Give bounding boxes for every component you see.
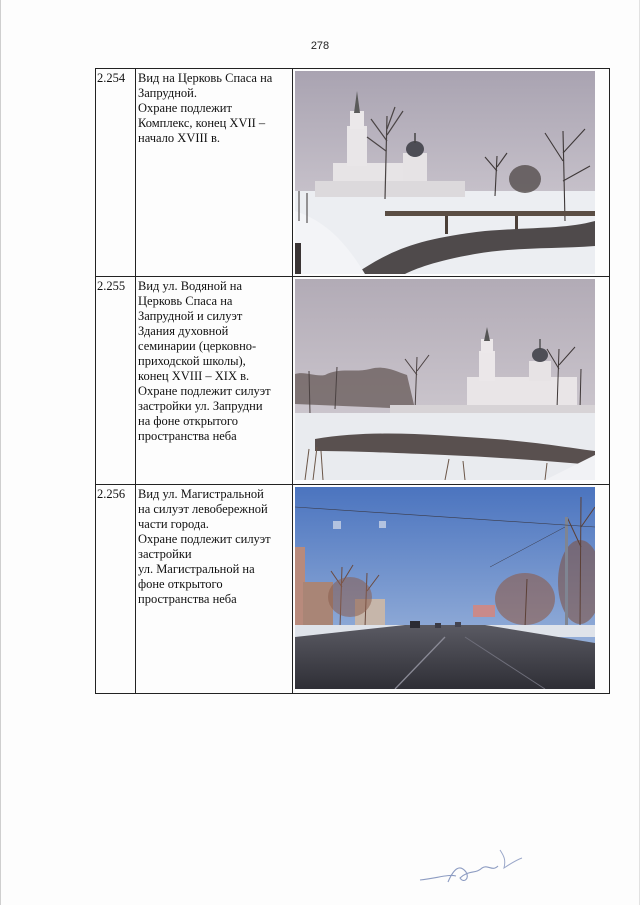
row-description [136,69,293,277]
photo-church-wide-view [295,279,595,482]
description-line: застройки [138,547,192,561]
row-id: 2.255 [96,277,136,485]
description-line: Запрудной и силуэт [138,309,243,323]
description-line: Запрудной. [138,86,197,100]
description-line: Здания духовной [138,324,229,338]
description-line: ул. Магистральной на [138,562,255,576]
description-line: на силуэт левобережной [138,502,268,516]
description-line: Охране подлежит силуэт [138,384,271,398]
signature [418,838,528,893]
description-line: застройки ул. Запрудни [138,399,263,413]
table-row [96,277,610,485]
description-line: конец XVIII – XIX в. [138,369,250,383]
description-line: начало XVIII в. [138,131,220,145]
row-photo-cell [293,69,610,277]
description-line: фоне открытого [138,577,223,591]
photo-road-street-view [295,487,595,689]
description-line: Комплекс, конец XVII – [138,116,266,130]
description-line: семинарии (церковно- [138,339,257,353]
description-line: Церковь Спаса на [138,294,233,308]
row-photo-cell [293,277,610,485]
row-id: 2.254 [96,69,136,277]
description-line: приходской школы), [138,354,246,368]
row-id: 2.256 [96,485,136,694]
row-description [136,277,293,485]
row-photo-cell [293,485,610,694]
photo-road-street-view-image [295,487,595,689]
table-row [96,69,610,277]
description-line: Вид ул. Магистральной [138,487,264,501]
description-line: Вид ул. Водяной на [138,279,243,293]
signature-mark [418,838,528,888]
description-line: Охране подлежит силуэт [138,532,271,546]
photo-church-wide-view-image [295,279,595,480]
row-description [136,485,293,694]
photo-church-snow-creek [295,71,595,274]
photo-church-snow-creek-image [295,71,595,274]
description-line: Вид на Церковь Спаса на [138,71,273,85]
records-table [95,68,610,694]
description-line: пространства неба [138,429,237,443]
description-line: Охране подлежит [138,101,232,115]
description-line: части города. [138,517,209,531]
description-line: на фоне открытого [138,414,238,428]
table-row [96,485,610,694]
description-line: пространства неба [138,592,237,606]
page-number: 278 [310,40,330,52]
